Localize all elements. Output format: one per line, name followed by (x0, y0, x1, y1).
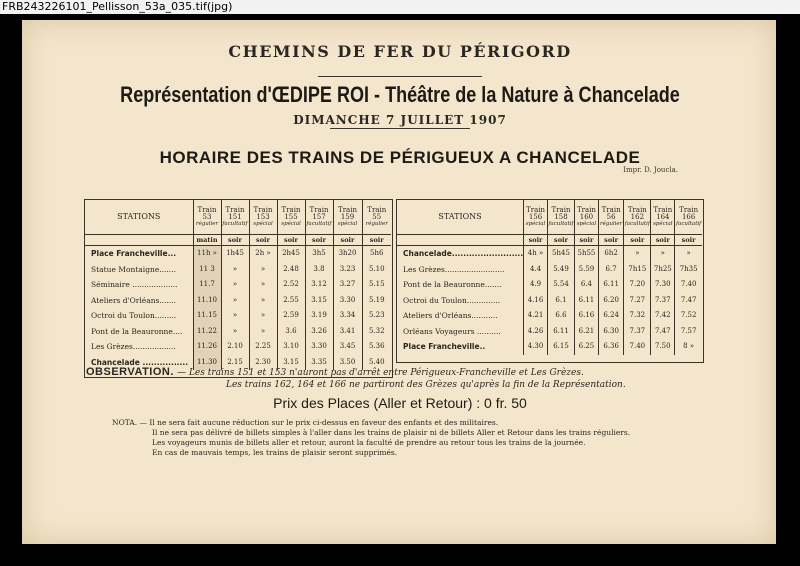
return-header-row (397, 200, 702, 235)
station-name: Séminaire ................... (91, 280, 178, 289)
time-cell: 11.7 (193, 277, 221, 293)
time-cell: 5.40 (362, 355, 391, 371)
train-header (675, 200, 702, 235)
time-cell: 5.32 (362, 324, 391, 340)
time-cell: 3.41 (333, 324, 362, 340)
time-cell: 5.54 (547, 277, 574, 293)
time-cell: 2.10 (221, 339, 249, 355)
train-number: 53 (202, 212, 212, 221)
train-label: Train (225, 205, 245, 214)
time-cell: 6.24 (598, 308, 623, 324)
time-cell: 5h45 (547, 246, 574, 262)
period-label: soir (675, 235, 702, 246)
train-header (221, 200, 249, 235)
time-cell: 7.52 (675, 308, 702, 324)
train-header (249, 200, 277, 235)
time-cell: 5h55 (575, 246, 599, 262)
train-header (524, 200, 548, 235)
train-label: Train (653, 205, 673, 214)
train-number: 158 (554, 212, 568, 221)
time-cell: » (675, 246, 702, 262)
period-label: soir (362, 235, 391, 246)
time-cell: 2.55 (277, 293, 305, 309)
train-type: spécial (281, 220, 301, 227)
station-name: Ateliers d'Orléans....... (91, 295, 177, 305)
company-title: CHEMINS DE FER DU PÉRIGORD (228, 42, 572, 61)
train-label: Train (281, 205, 301, 214)
train-header (651, 200, 675, 235)
table-row (85, 324, 391, 340)
time-cell: » (249, 324, 277, 340)
train-label: Train (601, 205, 621, 214)
time-cell: 3.30 (333, 293, 362, 309)
table-row (397, 262, 702, 278)
time-cell: 5.59 (575, 262, 599, 278)
nota-line-2: Il ne sera pas délivré de billets simples à l'aller dans les trains de plaisir ni de billets Aller et Retour dans les trains réguliers. (152, 428, 631, 437)
time-cell: 2.59 (277, 308, 305, 324)
time-cell: 4.4 (524, 262, 548, 278)
time-cell: 7.57 (675, 324, 702, 340)
station-name: Place Francheville... (91, 249, 177, 258)
time-cell: 2.25 (249, 339, 277, 355)
nota-line-1: NOTA. — Il ne sera fait aucune réduction sur le prix ci-dessus en faveur des enfants et des militaires. (112, 418, 499, 427)
time-cell: » (249, 293, 277, 309)
time-cell: » (221, 262, 249, 278)
train-header (362, 200, 391, 235)
train-label: Train (679, 205, 699, 214)
train-type: régulier (599, 220, 623, 227)
time-cell: » (221, 308, 249, 324)
period-label: soir (221, 235, 249, 246)
time-cell: 2.30 (249, 355, 277, 371)
nota-line-4: En cas de mauvais temps, les trains de plaisir seront supprimés. (152, 448, 398, 457)
time-cell: 6.11 (598, 277, 623, 293)
time-cell: 6.21 (575, 324, 599, 340)
printer-credit: Impr. D. Joucla. (623, 166, 678, 174)
time-cell: 2h » (249, 246, 277, 262)
train-number: 55 (372, 212, 382, 221)
time-cell: 1h45 (221, 246, 249, 262)
return-timetable (397, 200, 702, 355)
observation-label: OBSERVATION. (86, 366, 174, 378)
period-label: soir (305, 235, 333, 246)
outbound-header-row (85, 200, 391, 235)
time-cell: 11 3 (193, 262, 221, 278)
time-cell: 5.10 (362, 262, 391, 278)
table-row (397, 324, 702, 340)
train-type: facultatif (624, 220, 650, 227)
time-cell: 11.30 (193, 355, 221, 371)
period-label: soir (575, 235, 599, 246)
time-cell: 3.45 (333, 339, 362, 355)
train-header (305, 200, 333, 235)
time-cell: 2.15 (221, 355, 249, 371)
time-cell: 3.26 (305, 324, 333, 340)
table-row (85, 308, 391, 324)
station-name: Orléans Voyageurs .......... (403, 326, 501, 336)
return-period-row (397, 235, 702, 246)
table-row (397, 293, 702, 309)
time-cell: 3h20 (333, 246, 362, 262)
time-cell: 4.21 (524, 308, 548, 324)
time-cell: 3.6 (277, 324, 305, 340)
train-number: 151 (228, 212, 242, 221)
time-cell: 2.52 (277, 277, 305, 293)
time-cell: 3.35 (305, 355, 333, 371)
time-cell: 5.23 (362, 308, 391, 324)
train-type: spécial (337, 220, 358, 227)
period-label: soir (598, 235, 623, 246)
train-number: 159 (340, 212, 355, 221)
table-row (397, 246, 702, 262)
time-cell: 3.12 (305, 277, 333, 293)
price-line: Prix des Places (Aller et Retour) : 0 fr. 50 (273, 395, 527, 411)
station-name: Octroi du Toulon......... (91, 311, 177, 320)
train-type: spécial (653, 220, 673, 227)
train-label: Train (367, 205, 387, 214)
train-header (193, 200, 221, 235)
time-cell: 7.42 (651, 308, 675, 324)
time-cell: 5.36 (362, 339, 391, 355)
train-type: facultatif (676, 220, 702, 227)
time-cell: 5h6 (362, 246, 391, 262)
time-cell: 3.34 (333, 308, 362, 324)
time-cell: » (249, 308, 277, 324)
train-type: régulier (195, 220, 219, 227)
time-cell: 11h » (193, 246, 221, 262)
observation-block (86, 366, 584, 378)
station-name: Pont de la Beauronne.... (91, 326, 183, 336)
station-name: Les Grèzes......................... (403, 264, 505, 274)
train-type: spécial (525, 220, 546, 227)
train-label: Train (551, 205, 571, 214)
time-cell: 11.15 (193, 308, 221, 324)
time-cell: 3.23 (333, 262, 362, 278)
time-cell: 7.47 (675, 293, 702, 309)
time-cell: 3.15 (277, 355, 305, 371)
station-name: Pont de la Beauronne....... (403, 280, 502, 289)
observation-line-1: — Les trains 151 et 153 n'auront pas d'arrêt entre Périgueux-Francheville et Les Grèzes. (177, 368, 584, 378)
header-rule (318, 76, 482, 77)
station-name: Place Francheville.. (403, 342, 486, 351)
table-row (85, 277, 391, 293)
train-header (547, 200, 574, 235)
train-number: 160 (579, 212, 594, 221)
train-number: 157 (312, 212, 326, 221)
time-cell: 3.19 (305, 308, 333, 324)
time-cell: 6.11 (547, 324, 574, 340)
train-type: spécial (576, 220, 597, 227)
station-name: Statue Montaigne....... (91, 264, 176, 274)
train-label: Train (526, 205, 545, 214)
time-cell: 7.37 (651, 293, 675, 309)
train-number: 162 (630, 212, 645, 221)
time-cell: 3.50 (333, 355, 362, 371)
table-row (397, 277, 702, 293)
time-cell: » (651, 246, 675, 262)
nota-line-3: Les voyageurs munis de billets aller et retour, auront la faculté de prendre au retour tous les trains de la journée. (152, 438, 586, 447)
stations-header: STATIONS (85, 200, 193, 235)
time-cell: 6.4 (575, 277, 599, 293)
train-number: 153 (256, 212, 270, 221)
time-cell: 7.30 (651, 277, 675, 293)
time-cell: 6.16 (575, 308, 599, 324)
time-cell: » (221, 277, 249, 293)
time-cell: 6.25 (575, 339, 599, 355)
time-cell: 3.30 (305, 339, 333, 355)
train-header (624, 200, 651, 235)
time-cell: 3.27 (333, 277, 362, 293)
outbound-timetable (85, 200, 391, 370)
time-cell: 11.22 (193, 324, 221, 340)
time-cell: 6.7 (598, 262, 623, 278)
train-type: facultatif (306, 220, 332, 227)
station-name: Les Grèzes.................. (91, 342, 176, 351)
time-cell: 7h15 (624, 262, 651, 278)
train-label: Train (576, 205, 596, 214)
train-number: 164 (656, 212, 670, 221)
time-cell: 6.11 (575, 293, 599, 309)
time-cell: 7.40 (675, 277, 702, 293)
station-name: Octroi du Toulon.............. (403, 295, 501, 305)
time-cell: 4.9 (524, 277, 548, 293)
time-cell: 7.37 (624, 324, 651, 340)
schedule-title: HORAIRE DES TRAINS DE PÉRIGUEUX A CHANCELADE (159, 148, 641, 167)
time-cell: » (624, 246, 651, 262)
table-row (85, 246, 391, 262)
table-row (397, 308, 702, 324)
period-label: soir (333, 235, 362, 246)
time-cell: 3.10 (277, 339, 305, 355)
train-type: spécial (253, 220, 273, 227)
train-header (575, 200, 599, 235)
table-row (397, 339, 702, 355)
time-cell: 4.16 (524, 293, 548, 309)
time-cell: 7h25 (651, 262, 675, 278)
period-label: soir (277, 235, 305, 246)
date-rule (330, 128, 470, 129)
period-label: soir (524, 235, 548, 246)
train-label: Train (309, 205, 329, 214)
time-cell: 6.20 (598, 293, 623, 309)
train-type: régulier (365, 220, 388, 227)
time-cell: » (249, 262, 277, 278)
train-label: Train (627, 205, 647, 214)
time-cell: 7.32 (624, 308, 651, 324)
train-type: facultatif (222, 220, 248, 227)
period-label: soir (547, 235, 574, 246)
time-cell: 7.50 (651, 339, 675, 355)
station-name: Chancelade ................ (91, 357, 189, 367)
time-cell: 6.15 (547, 339, 574, 355)
train-type: facultatif (548, 220, 574, 227)
time-cell: 6h2 (598, 246, 623, 262)
period-label: soir (651, 235, 675, 246)
station-name: Ateliers d'Orléans........... (403, 311, 498, 320)
time-cell: 7.27 (624, 293, 651, 309)
observation-line-2: Les trains 162, 164 et 166 ne partiront des Grèzes qu'après la fin de la Représentation. (226, 380, 626, 390)
time-cell: 7.20 (624, 277, 651, 293)
train-number: 166 (681, 212, 696, 221)
time-cell: 5.49 (547, 262, 574, 278)
time-cell: 4.26 (524, 324, 548, 340)
time-cell: » (221, 293, 249, 309)
table-row (85, 262, 391, 278)
event-date: DIMANCHE 7 JUILLET 1907 (293, 113, 507, 127)
time-cell: 2.48 (277, 262, 305, 278)
time-cell: 7.40 (624, 339, 651, 355)
time-cell: 5.15 (362, 277, 391, 293)
train-header (333, 200, 362, 235)
train-label: Train (253, 205, 273, 214)
time-cell: 11.10 (193, 293, 221, 309)
time-cell: 3h5 (305, 246, 333, 262)
file-name-bar: FRB243226101_Pellisson_53a_035.tif(jpg) (0, 0, 800, 14)
event-title: Représentation d'ŒDIPE ROI - Théâtre de la Nature à Chancelade (120, 82, 680, 107)
time-cell: 5.19 (362, 293, 391, 309)
time-cell: 6.6 (547, 308, 574, 324)
station-name: Chancelade......................... (403, 249, 524, 258)
train-header (598, 200, 623, 235)
period-label: soir (624, 235, 651, 246)
time-cell: 11.26 (193, 339, 221, 355)
train-number: 56 (606, 212, 616, 221)
train-number: 155 (284, 212, 298, 221)
table-row (85, 339, 391, 355)
time-cell: 4.30 (524, 339, 548, 355)
time-cell: » (221, 324, 249, 340)
period-label: soir (249, 235, 277, 246)
stations-header: STATIONS (397, 200, 524, 235)
time-cell: 7h35 (675, 262, 702, 278)
time-cell: 6.1 (547, 293, 574, 309)
time-cell: 3.15 (305, 293, 333, 309)
train-label: Train (197, 205, 217, 214)
time-cell: » (249, 277, 277, 293)
train-number: 156 (528, 212, 543, 221)
period-label: matin (193, 235, 221, 246)
time-cell: 6.30 (598, 324, 623, 340)
time-cell: 6.36 (598, 339, 623, 355)
time-cell: 8 » (675, 339, 702, 355)
time-cell: 7.47 (651, 324, 675, 340)
train-header (277, 200, 305, 235)
train-label: Train (338, 205, 357, 214)
time-cell: 4h » (524, 246, 548, 262)
nota-block (112, 418, 630, 458)
table-row (85, 293, 391, 309)
time-cell: 3.8 (305, 262, 333, 278)
time-cell: 2h45 (277, 246, 305, 262)
outbound-period-row (85, 235, 391, 246)
